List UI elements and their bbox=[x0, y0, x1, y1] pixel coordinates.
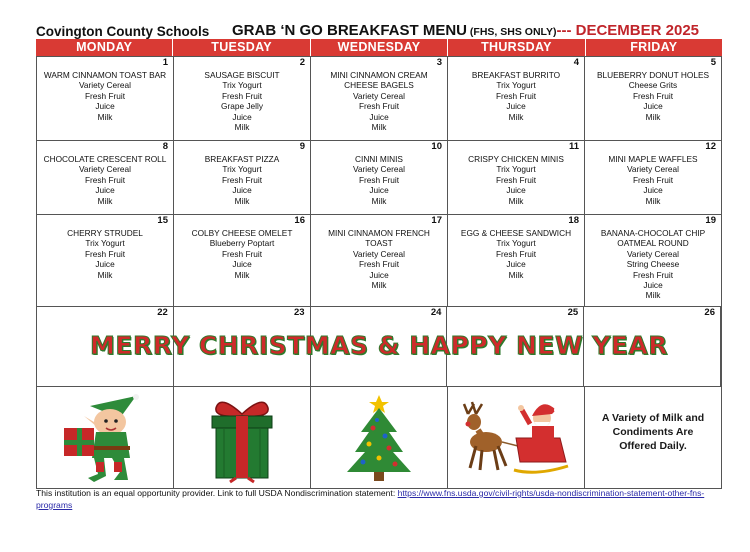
side-item: Juice bbox=[643, 280, 663, 291]
wrapped-present-icon bbox=[202, 392, 282, 484]
menu-items bbox=[37, 215, 173, 280]
weekday-thursday: THURSDAY bbox=[448, 39, 585, 56]
entree-item: EGG & CHEESE SANDWICH bbox=[460, 228, 572, 238]
day-cell bbox=[311, 57, 448, 140]
day-number: 4 bbox=[573, 57, 579, 68]
side-item: Variety Cereal bbox=[627, 164, 679, 175]
entree-item: MINI CINNAMON FRENCH bbox=[328, 228, 430, 238]
day-number: 23 bbox=[294, 307, 305, 318]
entree-item: CRISPY CHICKEN MINIS bbox=[468, 154, 564, 164]
art-cell bbox=[311, 387, 448, 488]
side-item: Fresh Fruit bbox=[84, 248, 126, 259]
menu-items bbox=[311, 215, 447, 290]
elf-with-gift-icon bbox=[50, 392, 160, 484]
side-item: Variety Cereal bbox=[79, 164, 131, 175]
milk-condiments-note bbox=[585, 387, 721, 453]
day-number: 17 bbox=[431, 215, 442, 226]
side-item: Trix Yogurt bbox=[222, 164, 262, 175]
menu-items bbox=[37, 57, 173, 122]
art-cell bbox=[37, 387, 174, 488]
day-number: 11 bbox=[568, 141, 579, 152]
day-cell bbox=[37, 141, 174, 214]
week-row bbox=[37, 215, 721, 307]
side-item: Juice bbox=[369, 269, 389, 280]
side-item: Milk bbox=[97, 111, 113, 122]
side-item: Juice bbox=[643, 101, 663, 112]
day-cell bbox=[37, 57, 174, 140]
entree-item: SAUSAGE BISCUIT bbox=[204, 70, 280, 80]
side-item: Trix Yogurt bbox=[222, 80, 262, 91]
menu-items bbox=[585, 215, 721, 301]
entree-item: MINI CINNAMON CREAM bbox=[330, 70, 428, 80]
page-header bbox=[36, 22, 722, 40]
menu-title bbox=[232, 22, 699, 39]
side-item: Fresh Fruit bbox=[358, 259, 400, 270]
side-item: Fresh Fruit bbox=[632, 90, 674, 101]
side-item: Juice bbox=[369, 111, 389, 122]
side-item: Trix Yogurt bbox=[496, 164, 536, 175]
entree-item: COLBY CHEESE OMELET bbox=[191, 228, 293, 238]
day-cell bbox=[448, 141, 585, 214]
menu-items bbox=[585, 141, 721, 206]
day-number: 3 bbox=[436, 57, 442, 68]
side-item: Fresh Fruit bbox=[632, 269, 674, 280]
menu-items bbox=[311, 141, 447, 206]
side-item: Fresh Fruit bbox=[221, 248, 263, 259]
footer-text: This institution is an equal opportunity provider. Link to full USDA Nondiscrimination statement: bbox=[36, 488, 398, 498]
day-number: 26 bbox=[704, 307, 715, 318]
holiday-week-row bbox=[37, 307, 721, 387]
day-number: 19 bbox=[705, 215, 716, 226]
weekday-wednesday: WEDNESDAY bbox=[311, 39, 448, 56]
day-number: 9 bbox=[299, 141, 305, 152]
day-number: 8 bbox=[162, 141, 168, 152]
day-number: 10 bbox=[431, 141, 442, 152]
day-number: 22 bbox=[157, 307, 168, 318]
day-number: 18 bbox=[568, 215, 579, 226]
side-item: Juice bbox=[506, 101, 526, 112]
weekday-friday: FRIDAY bbox=[586, 39, 722, 56]
side-item: Juice bbox=[232, 259, 252, 270]
entree-item: MINI MAPLE WAFFLES bbox=[608, 154, 698, 164]
school-name: Covington County Schools bbox=[36, 24, 210, 39]
side-item: Trix Yogurt bbox=[496, 238, 536, 249]
week-row bbox=[37, 141, 721, 215]
side-item: TOAST bbox=[365, 238, 393, 249]
side-item: Juice bbox=[95, 185, 115, 196]
side-item: Variety Cereal bbox=[79, 80, 131, 91]
side-item: Grape Jelly bbox=[221, 101, 263, 112]
side-item: OATMEAL ROUND bbox=[617, 238, 689, 249]
side-item: Fresh Fruit bbox=[221, 174, 263, 185]
entree-item: BREAKFAST PIZZA bbox=[204, 154, 280, 164]
side-item: Milk bbox=[234, 195, 250, 206]
menu-items bbox=[448, 215, 584, 280]
side-item: Milk bbox=[645, 290, 661, 301]
day-cell bbox=[585, 215, 721, 306]
day-cell bbox=[311, 215, 448, 306]
day-number: 2 bbox=[299, 57, 305, 68]
weekday-tuesday: TUESDAY bbox=[173, 39, 310, 56]
side-item: String Cheese bbox=[626, 259, 680, 270]
side-item: Variety Cereal bbox=[353, 164, 405, 175]
side-item: Juice bbox=[232, 111, 252, 122]
entree-item: CHOCOLATE CRESCENT ROLL bbox=[43, 154, 167, 164]
christmas-tree-icon bbox=[339, 392, 419, 484]
day-cell bbox=[37, 215, 174, 306]
side-item: Milk bbox=[508, 111, 524, 122]
menu-items bbox=[174, 141, 310, 206]
menu-title-sub: (FHS, SHS ONLY) bbox=[467, 26, 557, 38]
day-cell bbox=[174, 215, 311, 306]
menu-calendar-grid bbox=[36, 56, 722, 489]
side-item: Milk bbox=[234, 269, 250, 280]
day-number: 5 bbox=[710, 57, 716, 68]
side-item: Juice bbox=[506, 185, 526, 196]
day-cell bbox=[448, 215, 585, 306]
entree-item: BREAKFAST BURRITO bbox=[471, 70, 561, 80]
side-item: Fresh Fruit bbox=[632, 174, 674, 185]
menu-items bbox=[174, 215, 310, 280]
menu-items bbox=[448, 141, 584, 206]
side-item: Milk bbox=[371, 280, 387, 291]
day-number: 15 bbox=[157, 215, 168, 226]
day-cell bbox=[585, 57, 721, 140]
side-item: Fresh Fruit bbox=[358, 174, 400, 185]
entree-item: CINNI MINIS bbox=[355, 154, 403, 164]
side-item: Juice bbox=[95, 259, 115, 270]
note-line: Offered Daily. bbox=[619, 440, 687, 452]
side-item: Milk bbox=[97, 195, 113, 206]
side-item: Cheese Grits bbox=[628, 80, 678, 91]
weekday-header-bar bbox=[36, 39, 722, 56]
art-cell bbox=[448, 387, 585, 488]
day-number: 1 bbox=[162, 57, 168, 68]
menu-items bbox=[311, 57, 447, 132]
side-item: Blueberry Poptart bbox=[209, 238, 275, 249]
weekday-monday: MONDAY bbox=[36, 39, 173, 56]
side-item: Fresh Fruit bbox=[221, 90, 263, 101]
side-item: Juice bbox=[232, 185, 252, 196]
santa-sleigh-reindeer-icon bbox=[456, 392, 576, 484]
day-cell bbox=[174, 57, 311, 140]
side-item: Fresh Fruit bbox=[84, 174, 126, 185]
side-item: Milk bbox=[371, 122, 387, 133]
side-item: Fresh Fruit bbox=[358, 101, 400, 112]
day-cell bbox=[174, 141, 311, 214]
day-cell bbox=[311, 141, 448, 214]
side-item: Juice bbox=[95, 101, 115, 112]
menu-items bbox=[585, 57, 721, 122]
side-item: Variety Cereal bbox=[353, 90, 405, 101]
menu-items bbox=[174, 57, 310, 132]
menu-items bbox=[37, 141, 173, 206]
side-item: Milk bbox=[97, 269, 113, 280]
side-item: Trix Yogurt bbox=[496, 80, 536, 91]
side-item: Juice bbox=[506, 259, 526, 270]
menu-items bbox=[448, 57, 584, 122]
entree-item: CHERRY STRUDEL bbox=[67, 228, 143, 238]
side-item: Juice bbox=[643, 185, 663, 196]
note-line: A Variety of Milk and bbox=[601, 412, 705, 424]
art-cell bbox=[174, 387, 311, 488]
side-item: Juice bbox=[369, 185, 389, 196]
side-item: Trix Yogurt bbox=[85, 238, 125, 249]
holiday-banner: MERRY CHRISTMAS & HAPPY NEW YEAR bbox=[90, 331, 668, 360]
entree-item: BANANA-CHOCOLAT CHIP bbox=[600, 228, 706, 238]
side-item: Variety Cereal bbox=[353, 248, 405, 259]
side-item: Fresh Fruit bbox=[84, 90, 126, 101]
side-item: CHEESE BAGELS bbox=[344, 80, 414, 91]
side-item: Fresh Fruit bbox=[495, 174, 537, 185]
day-number: 16 bbox=[294, 215, 305, 226]
day-number: 25 bbox=[567, 307, 579, 318]
side-item: Fresh Fruit bbox=[495, 90, 537, 101]
side-item: Milk bbox=[645, 195, 661, 206]
day-cell bbox=[448, 57, 585, 140]
side-item: Variety Cereal bbox=[627, 248, 679, 259]
menu-title-month: --- DECEMBER 2025 bbox=[556, 22, 700, 39]
day-cell bbox=[585, 141, 721, 214]
side-item: Milk bbox=[508, 269, 524, 280]
side-item: Milk bbox=[508, 195, 524, 206]
side-item: Milk bbox=[645, 111, 661, 122]
entree-item: WARM CINNAMON TOAST BAR bbox=[43, 70, 167, 80]
note-cell bbox=[585, 387, 721, 488]
note-line: Condiments Are bbox=[612, 426, 694, 438]
day-number: 12 bbox=[705, 141, 716, 152]
day-number: 24 bbox=[430, 307, 442, 318]
menu-title-main: GRAB ‘N GO BREAKFAST MENU bbox=[232, 22, 468, 39]
footer-statement bbox=[36, 487, 726, 511]
entree-item: BLUEBERRY DONUT HOLES bbox=[596, 70, 710, 80]
side-item: Milk bbox=[234, 122, 250, 133]
nondiscrimination-link[interactable]: https://www.fns.usda.gov/civil-rights/usda-nondiscrimination-statement-other-fns-programs bbox=[36, 488, 705, 510]
side-item: Milk bbox=[371, 195, 387, 206]
side-item: Fresh Fruit bbox=[495, 248, 537, 259]
week-row bbox=[37, 57, 721, 141]
decoration-row bbox=[37, 387, 721, 488]
